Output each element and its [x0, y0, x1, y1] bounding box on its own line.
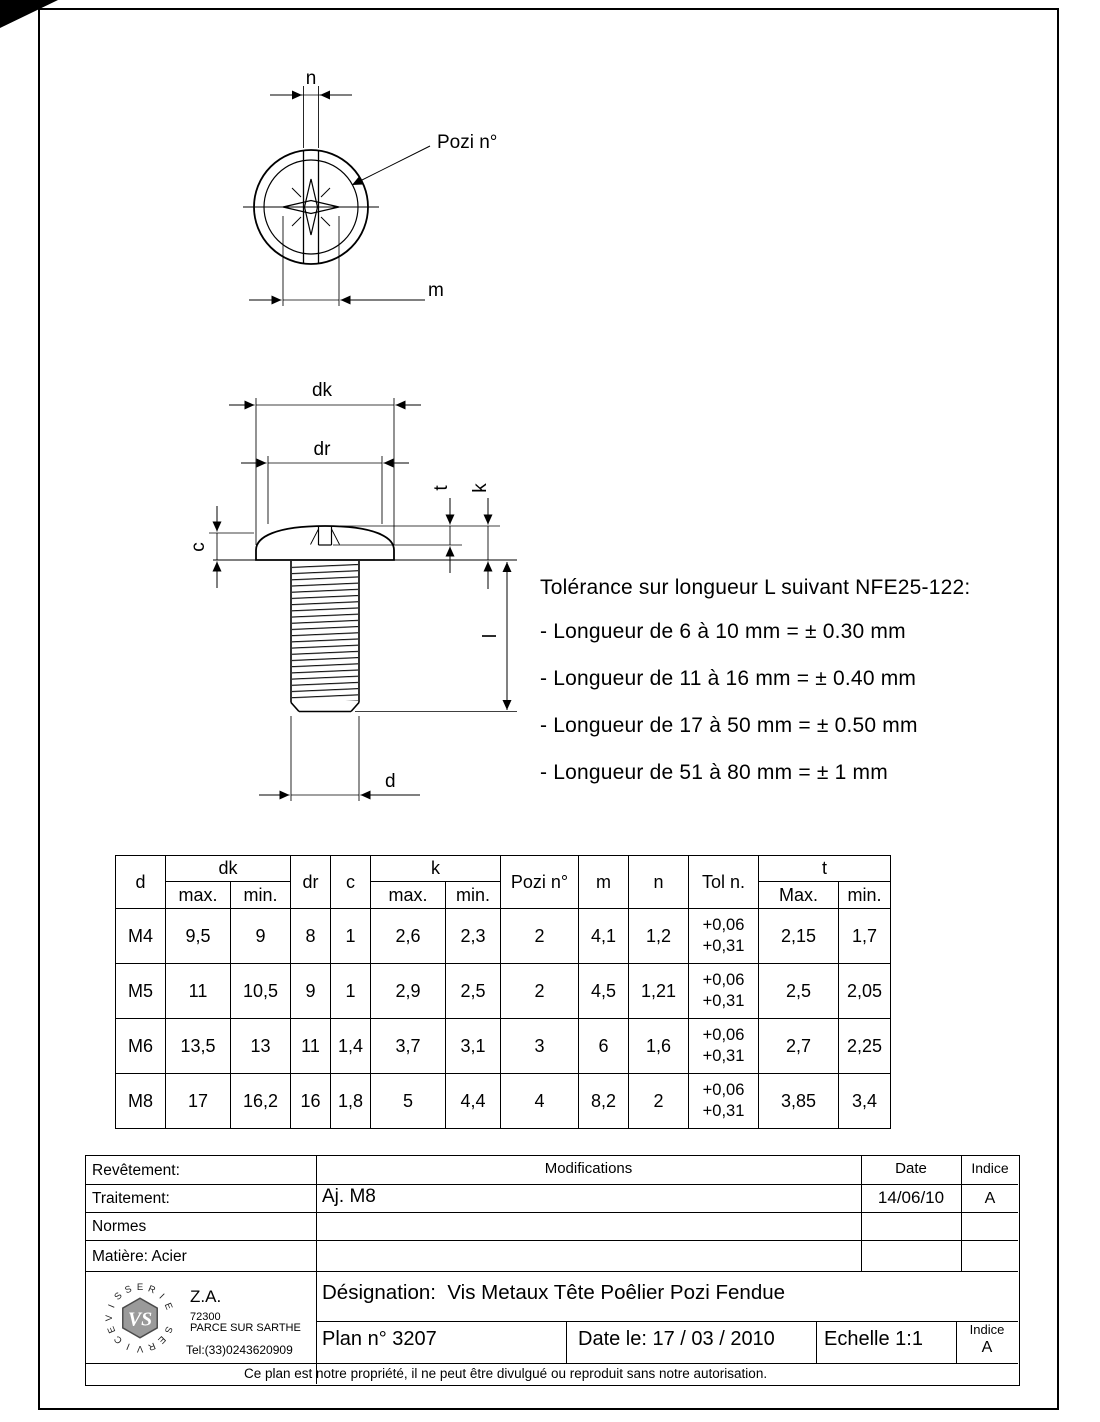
cell-d: M8 [116, 1074, 166, 1129]
cell-dk-max: 9,5 [166, 909, 231, 964]
cell-k-max: 3,7 [371, 1019, 446, 1074]
scale: Echelle 1:1 [824, 1328, 923, 1350]
side-view [188, 380, 517, 801]
head-profile [256, 526, 394, 560]
modification-entry: Aj. M8 [322, 1186, 376, 1207]
dim-c [188, 506, 254, 588]
normes-label: Normes [92, 1218, 147, 1235]
header-k-min: min. [446, 882, 501, 909]
header-d: d [116, 856, 166, 909]
dim-dr [241, 439, 409, 524]
company-logo [96, 1274, 184, 1362]
label-dk: dk [311, 380, 333, 401]
header-dr: dr [291, 856, 331, 909]
footer-note: Ce plan est notre propriété, il ne peut être divulgué ou reproduit sans notre autorisation. [244, 1366, 768, 1381]
cell-t-max: 2,5 [759, 964, 839, 1019]
header-t-max: Max. [759, 882, 839, 909]
tolerance-line: - Longueur de 51 à 80 mm = ± 1 mm [540, 761, 888, 784]
cell-pozi: 4 [501, 1074, 579, 1129]
dimension-table [115, 855, 891, 1129]
svg-text:E: E [161, 1301, 175, 1312]
table-row [116, 909, 891, 964]
tol-lower: +0,31 [702, 1047, 745, 1065]
cell-dk-max: 13,5 [166, 1019, 231, 1074]
cell-t-min: 1,7 [839, 909, 891, 964]
cell-m: 8,2 [579, 1074, 629, 1129]
cell-m: 4,1 [579, 909, 629, 964]
svg-text:I: I [106, 1303, 118, 1310]
cell-pozi: 3 [501, 1019, 579, 1074]
cell-n: 1,21 [629, 964, 689, 1019]
svg-text:S: S [161, 1324, 175, 1335]
cell-c: 1,4 [331, 1019, 371, 1074]
cell-dk-min: 16,2 [231, 1074, 291, 1129]
date-header: Date [895, 1160, 927, 1177]
label-l: l [480, 633, 501, 639]
table-row [116, 1074, 891, 1129]
cell-n: 1,6 [629, 1019, 689, 1074]
cell-dr: 8 [291, 909, 331, 964]
label-n: n [305, 68, 317, 89]
cell-pozi: 2 [501, 964, 579, 1019]
svg-text:S: S [123, 1283, 134, 1297]
svg-text:E: E [136, 1282, 144, 1294]
tolerance-line: - Longueur de 11 à 16 mm = ± 0.40 mm [540, 667, 917, 690]
table-row [116, 1019, 891, 1074]
cell-t-max: 2,15 [759, 909, 839, 964]
cell-n: 1,2 [629, 909, 689, 964]
tol-lower: +0,31 [702, 1102, 745, 1120]
cell-m: 6 [579, 1019, 629, 1074]
cell-dk-max: 17 [166, 1074, 231, 1129]
indice-cell-value: A [981, 1339, 993, 1356]
modification-indice: A [984, 1190, 996, 1207]
cell-dr: 11 [291, 1019, 331, 1074]
thread-hatching [292, 563, 358, 701]
header-tol: Tol n. [689, 856, 759, 909]
cell-dk-min: 10,5 [231, 964, 291, 1019]
company-city: PARCE SUR SARTHE [190, 1322, 301, 1334]
cell-t-min: 2,25 [839, 1019, 891, 1074]
header-pozi: Pozi n° [501, 856, 579, 909]
header-k: k [371, 856, 501, 882]
cell-c: 1 [331, 964, 371, 1019]
modification-date: 14/06/10 [877, 1188, 945, 1207]
tol-upper: +0,06 [702, 1025, 745, 1044]
tol-upper: +0,06 [702, 970, 745, 989]
cell-tol [689, 1074, 759, 1129]
shank [291, 561, 359, 712]
svg-text:V: V [136, 1342, 144, 1354]
cell-k-min: 2,5 [446, 964, 501, 1019]
tol-upper: +0,06 [702, 915, 745, 934]
cell-c: 1 [331, 909, 371, 964]
svg-text:R: R [146, 1283, 157, 1297]
cell-k-max: 5 [371, 1074, 446, 1129]
cell-t-max: 2,7 [759, 1019, 839, 1074]
cell-dk-min: 9 [231, 909, 291, 964]
header-c: c [331, 856, 371, 909]
cell-m: 4,5 [579, 964, 629, 1019]
header-dk-min: min. [231, 882, 291, 909]
slot-section [311, 527, 340, 546]
label-c: c [188, 542, 209, 552]
dim-l [355, 562, 517, 712]
cell-d: M6 [116, 1019, 166, 1074]
svg-text:R: R [146, 1339, 157, 1353]
tol-upper: +0,06 [702, 1080, 745, 1099]
svg-text:I: I [125, 1340, 132, 1352]
cell-dk-min: 13 [231, 1019, 291, 1074]
svg-text:C: C [112, 1333, 125, 1346]
label-d: d [385, 771, 396, 792]
svg-text:E: E [155, 1333, 168, 1346]
drawing-date: Date le: 17 / 03 / 2010 [578, 1328, 775, 1350]
dim-m [249, 216, 444, 306]
tolerance-title: Tolérance sur longueur L suivant NFE25-122: [540, 576, 971, 599]
dim-d [259, 716, 420, 801]
dim-n [270, 68, 352, 148]
cell-tol [689, 1019, 759, 1074]
dim-k [470, 483, 491, 589]
cell-t-min: 3,4 [839, 1074, 891, 1129]
cell-dk-max: 11 [166, 964, 231, 1019]
tolerance-notes [540, 576, 1020, 808]
cell-c: 1,8 [331, 1074, 371, 1129]
cell-pozi: 2 [501, 909, 579, 964]
logo-monogram: VS [127, 1308, 153, 1331]
matiere-label: Matière: Acier [92, 1248, 187, 1265]
top-view [243, 68, 497, 306]
cell-k-min: 4,4 [446, 1074, 501, 1129]
title-block [85, 1155, 1020, 1386]
cell-k-max: 2,6 [371, 909, 446, 964]
cell-k-min: 2,3 [446, 909, 501, 964]
label-t: t [431, 485, 452, 491]
indice-cell-label: Indice [969, 1322, 1005, 1337]
cell-tol [689, 909, 759, 964]
pozi-callout [352, 132, 497, 185]
header-t-min: min. [839, 882, 891, 909]
company-cp: 72300 [190, 1311, 221, 1323]
header-dk-max: max. [166, 882, 231, 909]
cell-d: M5 [116, 964, 166, 1019]
cell-t-min: 2,05 [839, 964, 891, 1019]
company-tel: Tel:(33)0243620909 [186, 1343, 293, 1357]
company-za: Z.A. [190, 1287, 222, 1306]
tolerance-line: - Longueur de 17 à 50 mm = ± 0.50 mm [540, 714, 918, 737]
cell-tol [689, 964, 759, 1019]
cell-t-max: 3,85 [759, 1074, 839, 1129]
cell-dr: 9 [291, 964, 331, 1019]
plan-number: Plan n° 3207 [322, 1328, 437, 1350]
svg-text:I: I [156, 1291, 167, 1302]
label-m: m [428, 280, 444, 301]
svg-text:E: E [105, 1324, 119, 1335]
header-n: n [629, 856, 689, 909]
tol-lower: +0,31 [702, 992, 745, 1010]
table-row [116, 964, 891, 1019]
cell-k-min: 3,1 [446, 1019, 501, 1074]
header-m: m [579, 856, 629, 909]
tolerance-line: - Longueur de 6 à 10 mm = ± 0.30 mm [540, 620, 906, 643]
header-k-max: max. [371, 882, 446, 909]
table-header-row [116, 856, 891, 882]
modifications-header: Modifications [544, 1160, 633, 1177]
label-pozi-callout: Pozi n° [437, 132, 498, 153]
header-t: t [759, 856, 891, 882]
cell-d: M4 [116, 909, 166, 964]
cell-n: 2 [629, 1074, 689, 1129]
designation: Désignation: Vis Metaux Tête Poêlier Pozi Fendue [322, 1281, 786, 1304]
svg-text:S: S [112, 1290, 125, 1303]
cell-k-max: 2,9 [371, 964, 446, 1019]
traitement-label: Traitement: [92, 1190, 170, 1207]
svg-text:V: V [104, 1314, 116, 1322]
label-k: k [470, 483, 491, 493]
header-dk: dk [166, 856, 291, 882]
cell-dr: 16 [291, 1074, 331, 1129]
label-dr: dr [313, 439, 331, 460]
revetement-label: Revêtement: [92, 1162, 180, 1179]
tol-lower: +0,31 [702, 937, 745, 955]
indice-header: Indice [971, 1160, 1009, 1176]
